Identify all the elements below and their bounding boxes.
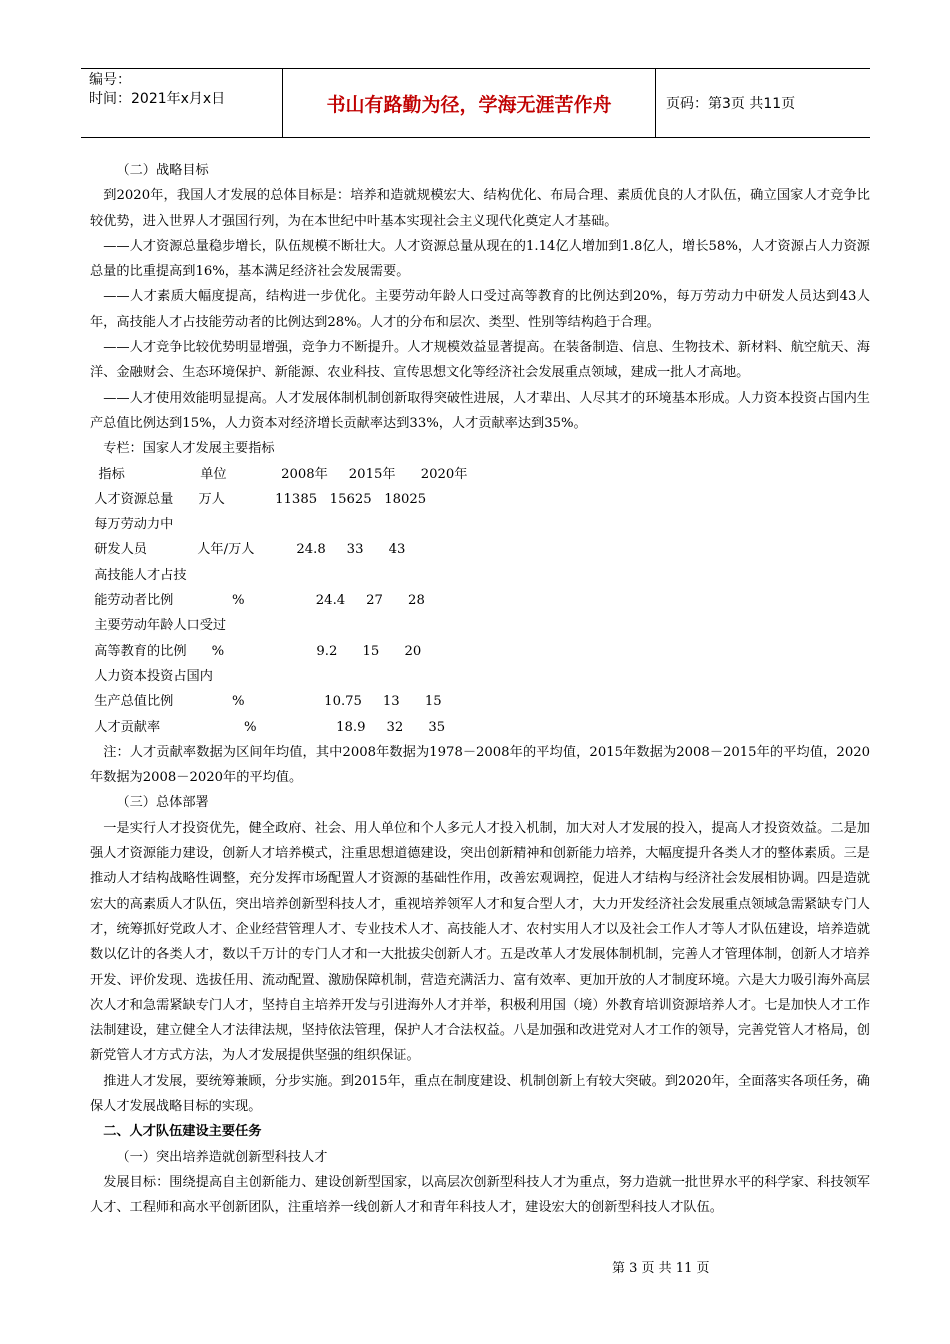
table-row: 人力资本投资占国内: [90, 668, 213, 684]
table-row: 每万劳动力中: [90, 517, 174, 533]
table-row: 高等教育的比例 % 9.2 15 20: [90, 643, 422, 659]
paragraph: 推进人才发展，要统筹兼顾，分步实施。到2015年，重点在制度建设、机制创新上有较大突破。到2020年，全面落实各项任务，确保人才发展战略目标的实现。: [90, 1073, 870, 1114]
page-footer: 第 3 页 共 11 页: [612, 1261, 710, 1276]
paragraph: 到2020年，我国人才发展的总体目标是：培养和造就规模宏大、结构优化、布局合理、素质优良的人才队伍，确立国家人才竞争比较优势，进入世界人才强国行列，为在本世纪中叶基本实现社会主义现代化奠定人才基础。: [90, 188, 870, 229]
table-title: 专栏：国家人才发展主要指标: [103, 441, 275, 457]
paragraph: ——人才素质大幅度提高，结构进一步优化。主要劳动年龄人口受过高等教育的比例达到20%，每万劳动力中研发人员达到43人年，高技能人才占技能劳动者的比例达到28%。人才的分布和层次、类型、性别等结构趋于合理。: [90, 289, 870, 330]
paragraph: ——人才使用效能明显提高。人才发展体制机制创新取得突破性进展，人才辈出、人尽其才的环境基本形成。人力资本投资占国内生产总值比例达到15%，人力资本对经济增长贡献率达到33%，人才贡献率达到35%。: [90, 390, 870, 431]
indicator-table: [90, 462, 870, 740]
section-heading-overall-plan: （三）总体部署: [116, 795, 209, 811]
table-row: 主要劳动年龄人口受过: [90, 618, 227, 634]
paragraph: ——人才竞争比较优势明显增强，竞争力不断提升。人才规模效益显著提高。在装备制造、信息、生物技术、新材料、航空航天、海洋、金融财会、生态环境保护、新能源、农业科技、宣传思想文化等经济社会发展重点领域，建成一批人才高地。: [90, 340, 870, 381]
paragraph: 发展目标：围绕提高自主创新能力、建设创新型国家，以高层次创新型科技人才为重点，努力造就一批世界水平的科学家、科技领军人才、工程师和高水平创新团队，注重培养一线创新人才和青年科技人才，建设宏大的创新型科技人才队伍。: [90, 1174, 870, 1216]
doc-number-label: 编号：: [89, 72, 131, 88]
table-row: 研发人员 人年/万人 24.8 33 43: [90, 542, 406, 558]
header-table: [81, 68, 870, 138]
paragraph: 一是实行人才投资优先，健全政府、社会、用人单位和个人多元人才投入机制，加大对人才发展的投入，提高人才投资效益。二是加强人才资源能力建设，创新人才培养模式，注重思想道德建设，突出创新精神和创新能力培养，大幅度提升各类人才的整体素质。三是推动人才结构战略性调整，充分发挥市场配置人才资源的基础性作用，改善宏观调控，促进人才结构与经济社会发展相协调。四是造就宏大的高素质人才队伍，突出培养创新型科技人才，重视培养领军人才和复合型人才，大力开发经济社会发展重点领域急需紧缺专门人才，统筹抓好党政人才、企业经营管理人才、专业技术人才、高技能人才、农村实用人才以及社会工作人才等人才队伍建设，培养造就数以亿计的各类人才，数以千万计的专门人才和一大批拔尖创新人才。五是改革人才发展体制机制，完善人才管理体制，创新人才培养开发、评价发现、选拔任用、流动配置、激励保障机制，营造充满活力、富有效率、更加开放的人才制度环境。六是大力吸引海外高层次人才和急需紧缺专门人才，坚持自主培养开发与引进海外人才并举，积极利用国（境）外教育培训资源培养人才。七是加快人才工作法制建设，建立健全人才法律法规，坚持依法管理，保护人才合法权益。八是加强和改进党对人才工作的领导，完善党管人才格局，创新党管人才方式方法，为人才发展提供坚强的组织保证。: [90, 820, 870, 1064]
document-body: [90, 158, 870, 1220]
table-note: 注：人才贡献率数据为区间年均值，其中2008年数据为1978－2008年的平均值，2015年数据为2008－2015年的平均值，2020年数据为2008－2020年的平均值。: [90, 744, 870, 786]
doc-time-label: 时间：2021年x月x日: [89, 91, 226, 107]
table-row: 指标 单位 2008年 2015年 2020年: [90, 466, 468, 482]
section-heading-innovation-talent: （一）突出培养造就创新型科技人才: [116, 1149, 328, 1165]
table-row: 生产总值比例 % 10.75 13 15: [90, 694, 442, 710]
header-meta: [81, 69, 283, 137]
table-row: 高技能人才占技: [90, 567, 187, 583]
chapter-heading: 二、人才队伍建设主要任务: [103, 1124, 262, 1140]
section-heading-strategic-goals: （二）战略目标: [116, 163, 209, 178]
table-row: 人才资源总量 万人 11385 15625 18025: [90, 491, 427, 507]
table-row: 人才贡献率 % 18.9 32 35: [90, 719, 446, 735]
header-motto: 书山有路勤为径，学海无涯苦作舟: [283, 69, 656, 137]
paragraph: ——人才资源总量稳步增长，队伍规模不断壮大。人才资源总量从现在的1.14亿人增加到1.8亿人，增长58%，人才资源占人力资源总量的比重提高到16%，基本满足经济社会发展需要。: [90, 238, 870, 280]
table-row: 能劳动者比例 % 24.4 27 28: [90, 593, 425, 609]
header-page-info: 页码：第3页 共11页: [666, 96, 796, 112]
